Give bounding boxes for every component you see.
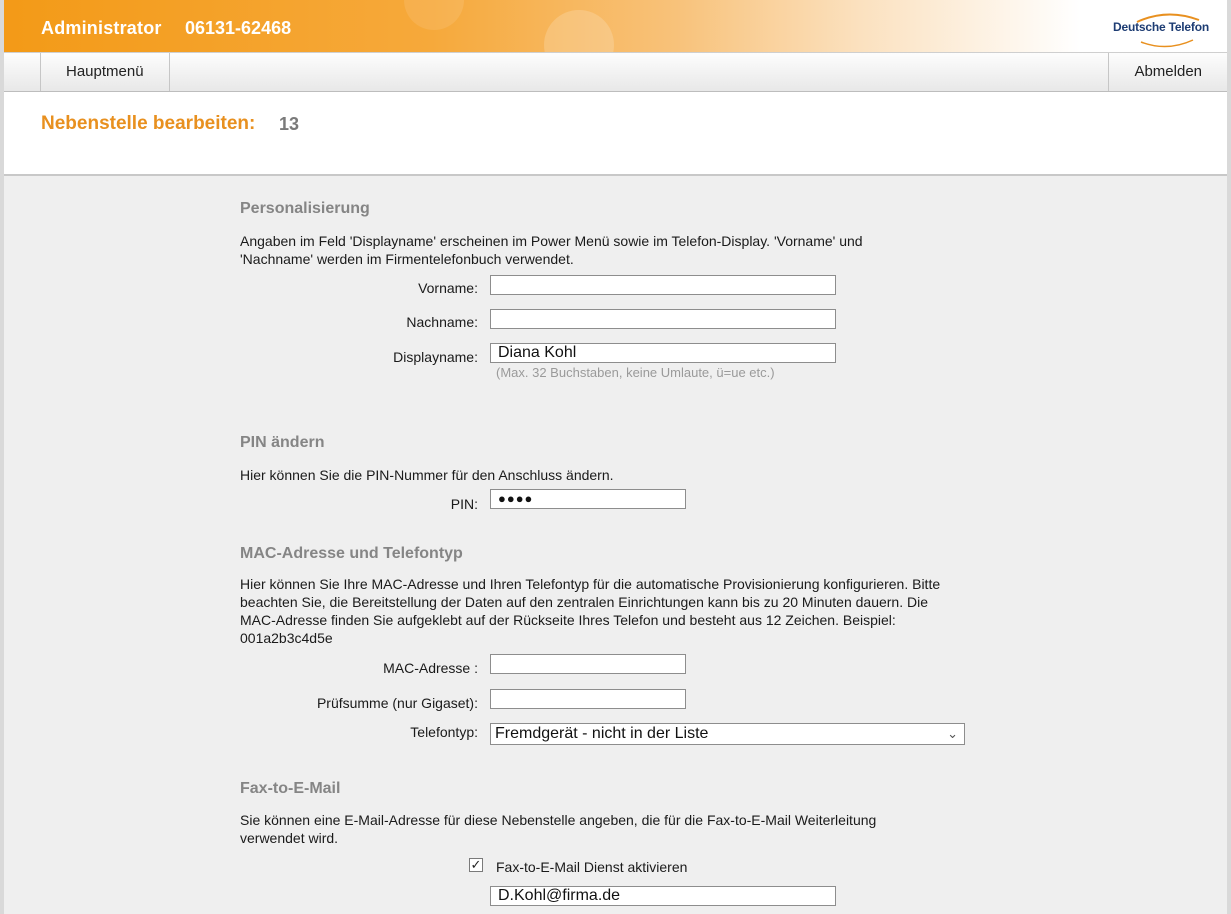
company-logo [1107,10,1215,48]
main-menu-button[interactable]: Hauptmenü [40,53,170,91]
window-frame-right [1227,0,1231,914]
checksum-input[interactable] [490,689,686,709]
logo-text: Deutsche Telefon [1113,20,1209,34]
phone-type-selected: Fremdgerät - nicht in der Liste [495,725,709,742]
vorname-label: Vorname: [418,280,478,296]
desc-line: Angaben im Feld 'Displayname' erscheinen im Power Menü sowie im Telefon-Display. 'Vorname' und [240,233,863,249]
extension-number: 13 [279,114,300,134]
section-title-personalisierung: Personalisierung [240,200,370,217]
phone-number: 06131-62468 [185,18,292,38]
logout-button[interactable]: Abmelden [1108,53,1227,91]
desc-line: Sie können eine E-Mail-Adresse für diese Nebenstelle angeben, die für die Fax-to-E-Mail Weiterleitung [240,812,877,828]
section-title-fax: Fax-to-E-Mail [240,780,341,797]
fax-email-input[interactable]: D.Kohl@firma.de [490,886,836,906]
mac-address-input[interactable] [490,654,686,674]
section-desc-personalisierung [240,232,970,268]
form-content [4,176,1227,914]
fax-to-email-checkbox[interactable]: ✓ [470,857,482,872]
desc-line: Hier können Sie Ihre MAC-Adresse und Ihren Telefontyp für die automatische Provisionierung konfigurieren. Bitte [240,576,941,592]
desc-line: beachten Sie, die Bereitstellung der Daten auf den zentralen Einrichtungen kann bis zu 20 Minuten dauern. Die [240,594,929,610]
fax-to-email-checkbox-label: Fax-to-E-Mail Dienst aktivieren [496,859,688,875]
phone-type-label: Telefontyp: [410,724,478,740]
displayname-hint: (Max. 32 Buchstaben, keine Umlaute, ü=ue etc.) [496,365,775,380]
section-desc-fax [240,811,970,847]
pin-label: PIN: [450,496,478,512]
app-header [4,0,1227,52]
user-role-title: Administrator [41,18,162,38]
section-title-pin: PIN ändern [240,434,325,451]
page-title-area [4,92,1227,176]
chevron-down-icon: ⌄ [947,726,958,741]
desc-line: 'Nachname' werden im Firmentelefonbuch verwendet. [240,251,574,267]
section-desc-pin: Hier können Sie die PIN-Nummer für den Anschluss ändern. [240,467,614,483]
page-title: Nebenstelle bearbeiten: [41,113,256,134]
displayname-input[interactable]: Diana Kohl [490,343,836,363]
section-desc-mac [240,575,970,647]
desc-line: 001a2b3c4d5e [240,630,333,646]
header-decoration [404,0,464,30]
pin-input[interactable]: ●●●● [490,489,686,509]
phone-type-select[interactable] [490,723,965,745]
section-title-mac: MAC-Adresse und Telefontyp [240,545,463,562]
nachname-input[interactable] [490,309,836,329]
nav-bar [4,52,1227,93]
displayname-label: Displayname: [393,349,478,365]
vorname-input[interactable] [490,275,836,295]
header-decoration [544,10,614,52]
mac-address-label: MAC-Adresse : [383,660,478,676]
desc-line: verwendet wird. [240,830,339,846]
nachname-label: Nachname: [406,314,478,330]
desc-line: MAC-Adresse finden Sie aufgeklebt auf der Rückseite Ihres Telefon und besteht aus 12 Zeichen. Beispiel: [240,612,896,628]
checksum-label: Prüfsumme (nur Gigaset): [316,695,478,711]
